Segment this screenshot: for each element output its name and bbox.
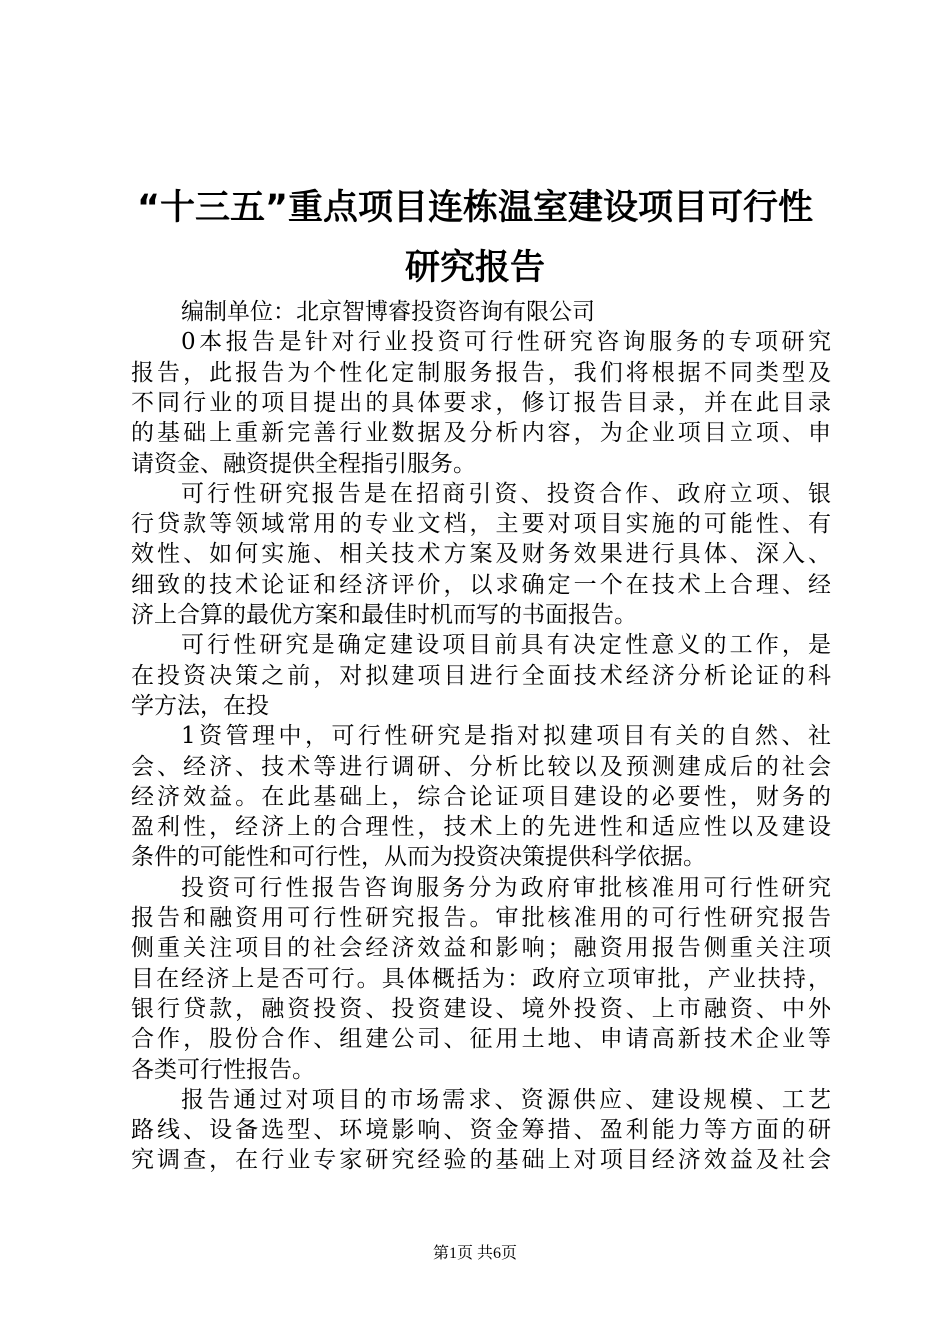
body-text-line: 经济效益。在此基础上，综合论证项目建设的必要性，财务的 [131,783,831,810]
body-text-line: 报告和融资用可行性研究报告。审批核准用的可行性研究报告 [131,905,831,931]
body-text-line: 投资可行性报告咨询服务分为政府审批核准用可行性研究 [181,874,831,901]
body-text-line: 盈利性，经济上的合理性，技术上的先进性和适应性以及建设 [131,814,831,841]
body-text-line: 目在经济上是否可行。具体概括为：政府立项审批，产业扶持， [131,965,831,992]
body-text-line: 济上合算的最优方案和最佳时机而写的书面报告。 [131,602,637,628]
body-text-line: 银行贷款，融资投资、投资建设、境外投资、上市融资、中外 [131,995,831,1022]
body-text-line: 不同行业的项目提出的具体要求，修订报告目录，并在此目录 [131,389,831,416]
body-text-line: 的基础上重新完善行业数据及分析内容，为企业项目立项、申 [131,420,831,447]
body-text-line: 行贷款等领域常用的专业文档，主要对项目实施的可能性、有 [131,511,831,538]
body-text-line: 路线、设备选型、环境影响、资金筹措、盈利能力等方面的研 [131,1117,831,1144]
body-text-line: 0本报告是针对行业投资可行性研究咨询服务的专项研究 [181,329,831,356]
body-text-line: 究调查，在行业专家研究经验的基础上对项目经济效益及社会 [131,1147,831,1174]
document-title-line-2: 研究报告 [404,248,545,288]
body-text-line: 学方法，在投 [131,692,269,719]
body-text-line: 细致的技术论证和经济评价，以求确定一个在技术上合理、经 [131,571,831,598]
body-text-line: 报告通过对项目的市场需求、资源供应、建设规模、工艺 [181,1086,831,1113]
body-text-line: 编制单位：北京智博睿投资咨询有限公司 [181,299,595,325]
body-text-line: 1资管理中，可行性研究是指对拟建项目有关的自然、社 [181,723,831,750]
body-text-line: 合作，股份合作、组建公司、征用土地、申请高新技术企业等 [131,1026,831,1053]
body-text-line: 请资金、融资提供全程指引服务。 [131,450,476,477]
body-text-line: 侧重关注项目的社会经济效益和影响；融资用报告侧重关注项 [131,935,831,962]
body-text-line: 可行性研究报告是在招商引资、投资合作、政府立项、银 [181,480,831,507]
page-footer: 第1页 共6页 [432,1245,517,1262]
body-text-line: 条件的可能性和可行性，从而为投资决策提供科学依据。 [131,844,706,871]
body-text-line: 报告，此报告为个性化定制服务报告，我们将根据不同类型及 [131,359,831,386]
document-title-line-1: “十三五”重点项目连栋温室建设项目可行性 [136,188,813,228]
body-text-line: 可行性研究是确定建设项目前具有决定性意义的工作，是 [181,632,831,659]
body-text-line: 各类可行性报告。 [131,1056,315,1083]
body-text-line: 在投资决策之前，对拟建项目进行全面技术经济分析论证的科 [131,662,831,689]
body-text-line: 会、经济、技术等进行调研、分析比较以及预测建成后的社会 [131,753,831,780]
body-text-line: 效性、如何实施、相关技术方案及财务效果进行具体、深入、 [131,541,831,568]
